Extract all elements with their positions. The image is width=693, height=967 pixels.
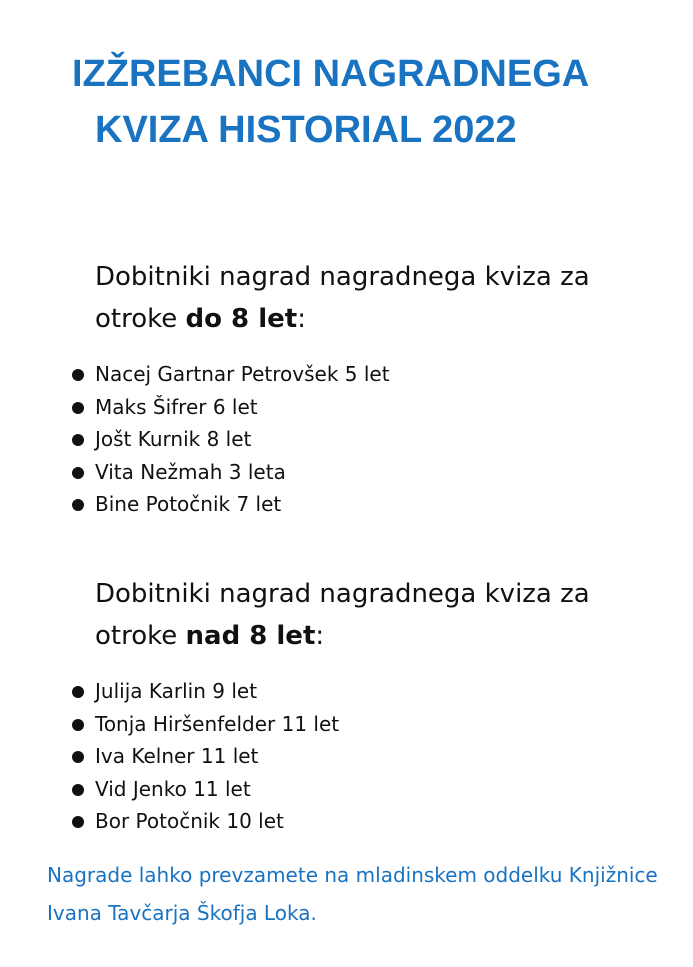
bullet-icon bbox=[72, 784, 84, 796]
winner-name: Iva Kelner 11 let bbox=[95, 744, 259, 768]
list-item bbox=[0, 423, 390, 456]
bullet-icon bbox=[72, 719, 84, 731]
bullet-icon bbox=[72, 402, 84, 414]
page-title-line-1: IZŽREBANCI NAGRADNEGA bbox=[72, 53, 590, 95]
bullet-icon bbox=[72, 816, 84, 828]
section-heading-age-bold: do 8 let bbox=[185, 304, 298, 334]
bullet-icon bbox=[72, 434, 84, 446]
winner-name: Vid Jenko 11 let bbox=[95, 776, 251, 801]
winner-name: Maks Šifrer 6 let bbox=[95, 394, 258, 419]
winners-list-over-8 bbox=[0, 675, 339, 838]
page-title-line-2: KVIZA HISTORIAL 2022 bbox=[95, 109, 517, 151]
list-item bbox=[0, 805, 339, 838]
pickup-note: Nagrade lahko prevzamete na mladinskem oddelku Knjižnice Ivana Tavčarja Škofja Loka. bbox=[47, 863, 658, 925]
winner-name: Jošt Kurnik 8 let bbox=[95, 427, 252, 451]
bullet-icon bbox=[72, 369, 84, 381]
winner-name: Julija Karlin 9 let bbox=[95, 679, 258, 703]
winner-name: Tonja Hiršenfelder 11 let bbox=[95, 711, 340, 736]
list-item bbox=[0, 488, 390, 521]
winner-name: Vita Nežmah 3 leta bbox=[95, 459, 286, 484]
winners-list-under-8 bbox=[0, 358, 390, 521]
list-item bbox=[0, 675, 339, 708]
winner-name: Bine Potočnik 7 let bbox=[95, 492, 282, 516]
bullet-icon bbox=[72, 751, 84, 763]
section-heading-suffix: : bbox=[297, 304, 306, 334]
list-item bbox=[0, 708, 339, 741]
bullet-icon bbox=[72, 686, 84, 698]
bullet-icon bbox=[72, 467, 84, 479]
winner-name: Nacej Gartnar Petrovšek 5 let bbox=[95, 362, 390, 386]
list-item bbox=[0, 740, 339, 773]
section-heading-text: Dobitniki nagrad nagradnega kviza za otroke bbox=[95, 579, 590, 651]
list-item bbox=[0, 358, 390, 391]
section-heading-text: Dobitniki nagrad nagradnega kviza za otroke bbox=[95, 262, 590, 334]
list-item bbox=[0, 456, 390, 489]
bullet-icon bbox=[72, 499, 84, 511]
list-item bbox=[0, 773, 339, 806]
section-heading-over-8 bbox=[95, 573, 655, 657]
winner-name: Bor Potočnik 10 let bbox=[95, 809, 284, 833]
list-item bbox=[0, 391, 390, 424]
section-heading-under-8 bbox=[95, 256, 655, 340]
section-heading-age-bold: nad 8 let bbox=[185, 621, 316, 651]
section-heading-suffix: : bbox=[315, 621, 325, 651]
